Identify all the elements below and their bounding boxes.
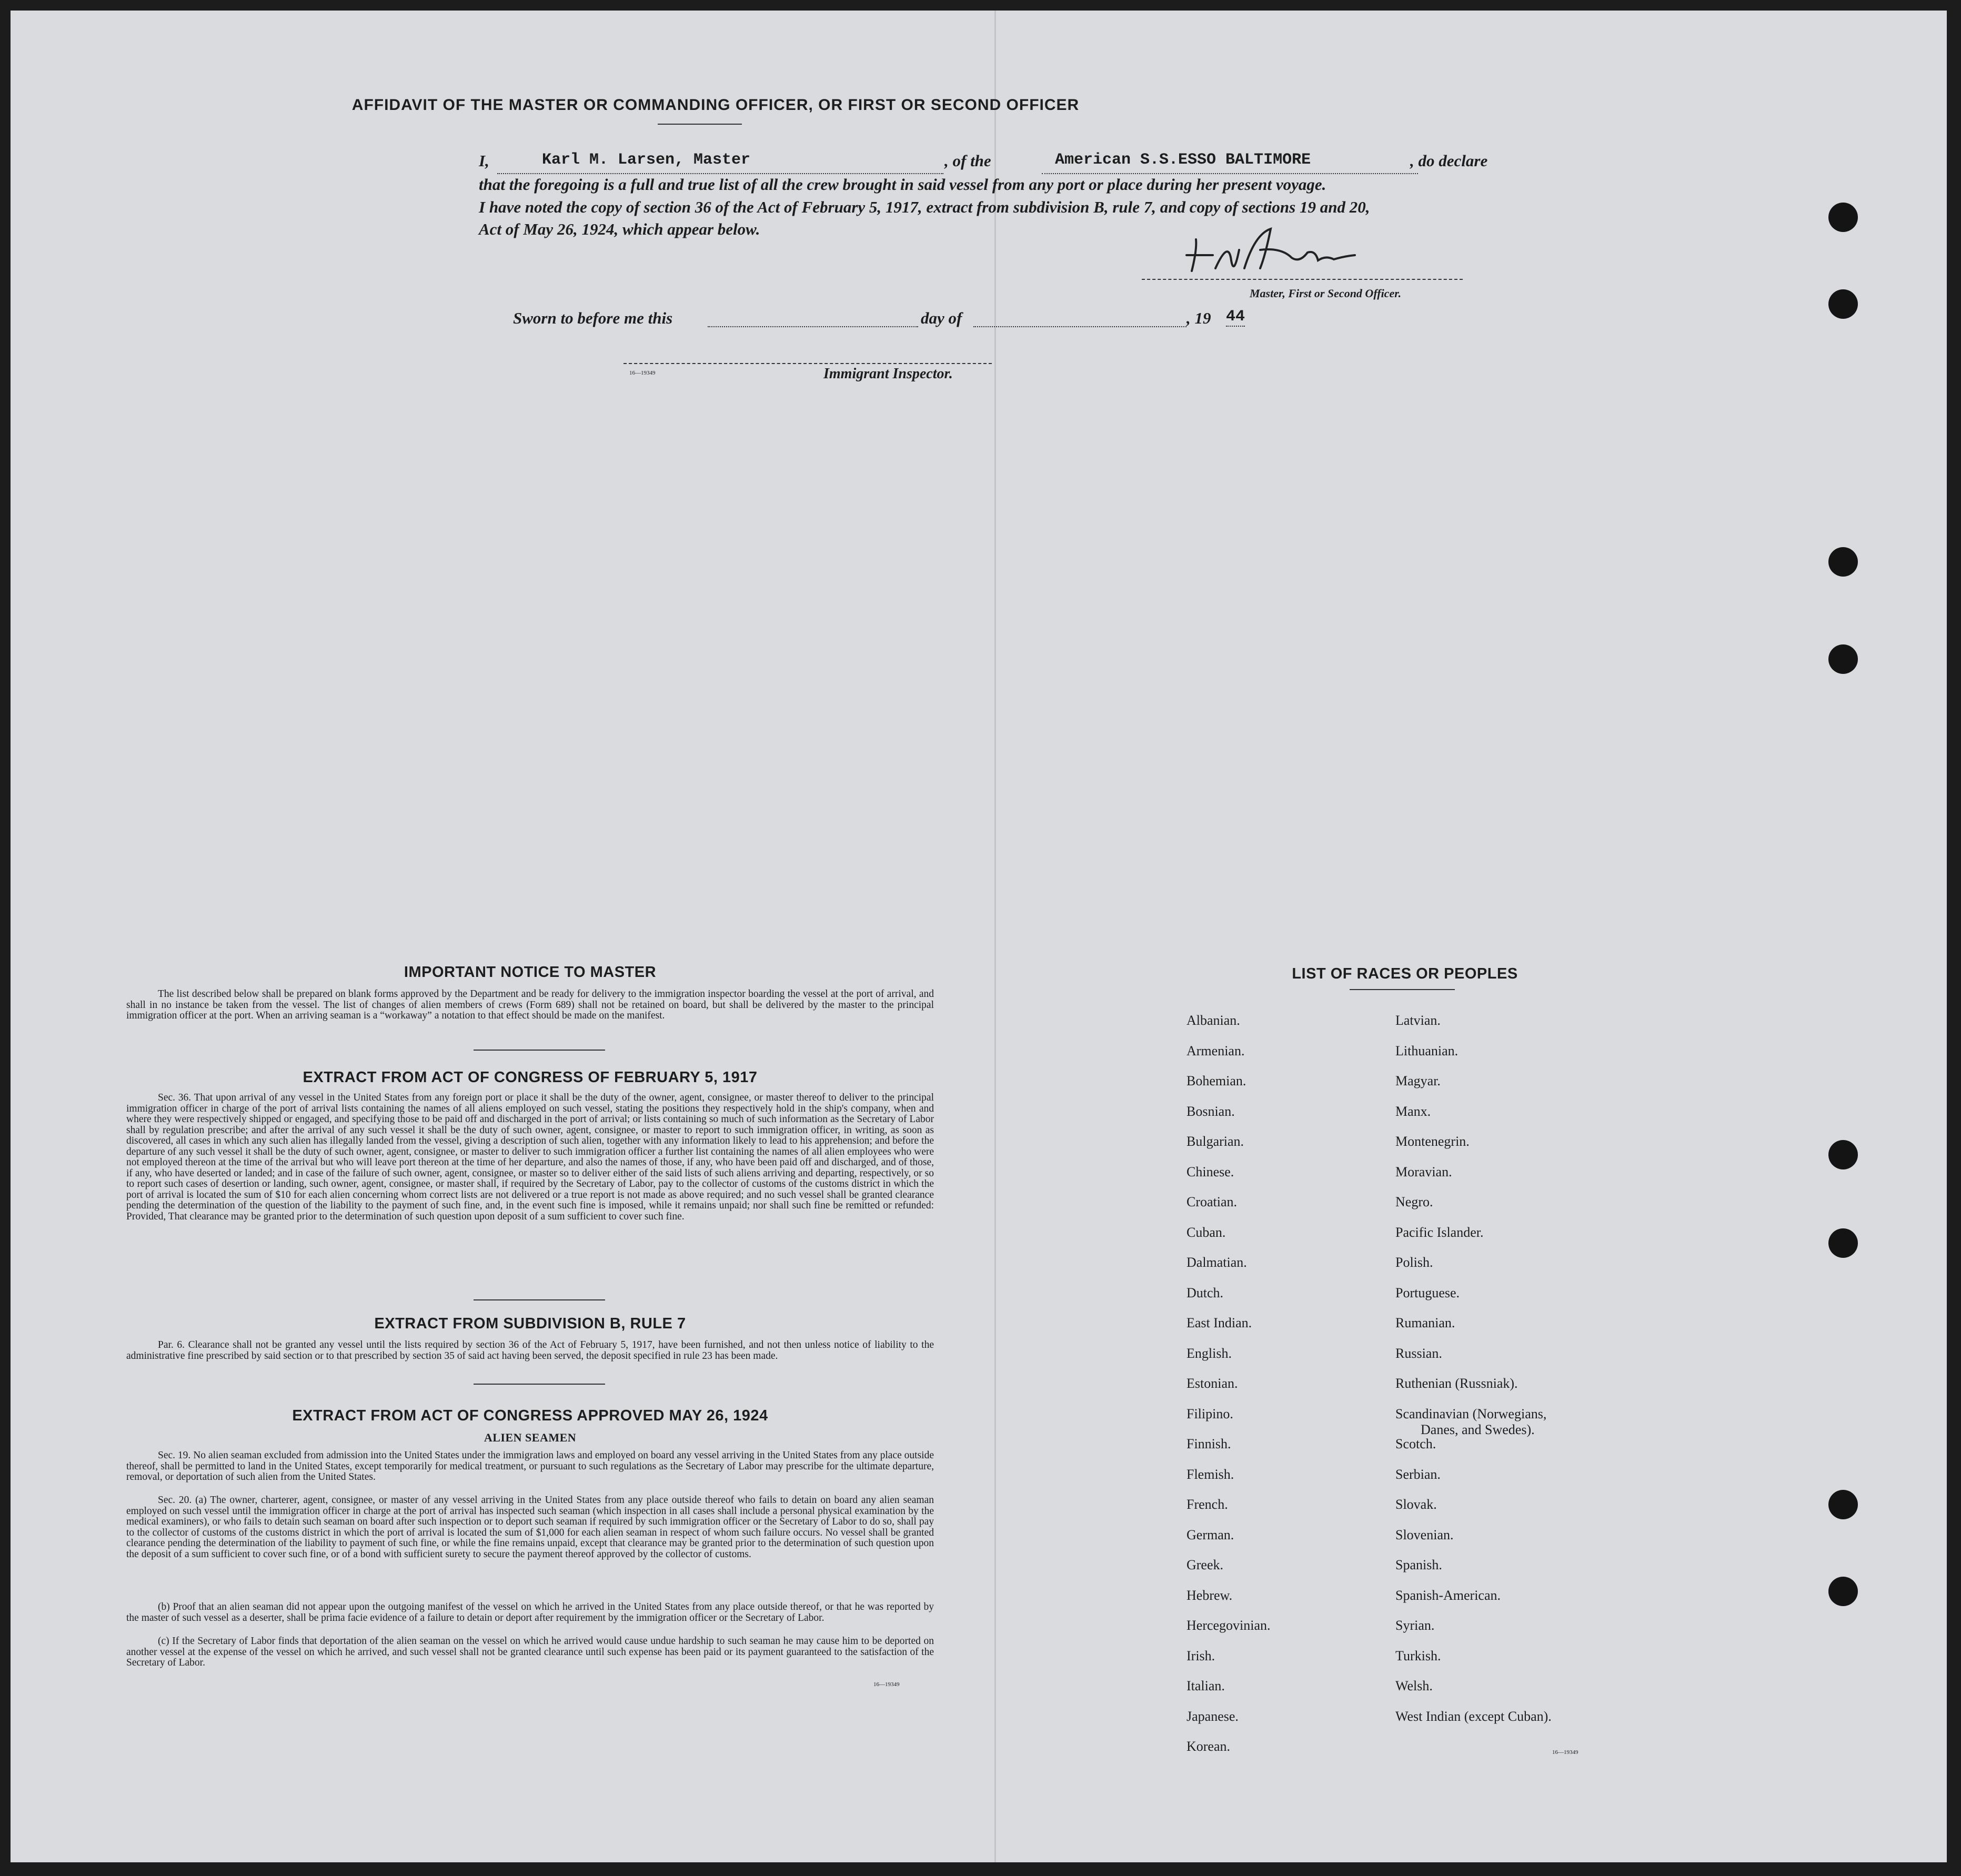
extract-1924-sec20b: (b) Proof that an alien seaman did not appear upon the outgoing manifest of the vessel on which he arrived in the United States from any place outside thereof, or that he was reported by the master of such vessel as a deserter, shall be prima facie evidence of a failure to detain or deport after requirement by the immigration officer or the Secretary of Labor.	[126, 1601, 934, 1623]
notice-title: IMPORTANT NOTICE TO MASTER	[404, 964, 657, 981]
document-sheet	[11, 11, 1947, 1862]
race-item: Syrian.	[1395, 1618, 1435, 1633]
extract-1917-title: EXTRACT FROM ACT OF CONGRESS OF FEBRUARY 5, 1917	[303, 1069, 758, 1086]
race-item: Lithuanian.	[1395, 1043, 1459, 1058]
race-item: German.	[1186, 1527, 1234, 1542]
race-item: Estonian.	[1186, 1376, 1238, 1391]
race-item: Japanese.	[1186, 1708, 1239, 1724]
section-rule	[474, 1299, 605, 1300]
sworn-prefix: Sworn to before me this	[513, 309, 673, 327]
race-item: Armenian.	[1186, 1043, 1245, 1058]
extract-form-code: 16—19349	[873, 1681, 900, 1688]
race-item: Scandinavian (Norwegians,	[1395, 1406, 1547, 1421]
race-item: Dutch.	[1186, 1285, 1224, 1300]
race-item: Portuguese.	[1395, 1285, 1460, 1300]
section-rule	[474, 1050, 605, 1051]
extract-1924-subtitle: ALIEN SEAMEN	[484, 1431, 577, 1444]
race-item: Latvian.	[1395, 1013, 1441, 1028]
extract-rule7-title: EXTRACT FROM SUBDIVISION B, RULE 7	[374, 1315, 686, 1332]
affidavit-line1-mid: , of the	[944, 152, 991, 170]
race-item: Welsh.	[1395, 1678, 1433, 1693]
race-item: Irish.	[1186, 1648, 1215, 1663]
binder-hole	[1828, 1577, 1858, 1606]
race-item: West Indian (except Cuban).	[1395, 1708, 1552, 1724]
binder-hole	[1828, 203, 1858, 232]
race-item: Serbian.	[1395, 1466, 1441, 1482]
affidavit-line1-prefix: I,	[479, 152, 489, 170]
race-item: Bulgarian.	[1186, 1134, 1244, 1149]
signature-line	[1142, 268, 1463, 280]
race-item: Spanish.	[1395, 1557, 1442, 1572]
race-item: Finnish.	[1186, 1436, 1231, 1451]
race-item: Flemish.	[1186, 1466, 1234, 1482]
inspector-label: Immigrant Inspector.	[823, 366, 953, 382]
binder-hole	[1828, 1228, 1858, 1258]
extract-rule7-body: Par. 6. Clearance shall not be granted any vessel until the lists required by section 36 of the Act of February 5, 1917, have been furnished, and not then unless notice of liability to the administrative fine prescribed by said section or to that prescribed by section 35 of said act having been served, the deposit specified in rule 23 has been made.	[126, 1339, 934, 1361]
races-form-code: 16—19349	[1552, 1749, 1578, 1756]
sworn-month-field	[973, 311, 1186, 327]
inspector-signature-line	[624, 352, 992, 364]
race-item: Slovenian.	[1395, 1527, 1454, 1542]
binder-hole	[1828, 1140, 1858, 1169]
binder-hole	[1828, 1490, 1858, 1519]
race-item: Filipino.	[1186, 1406, 1233, 1421]
race-item: Bohemian.	[1186, 1073, 1246, 1088]
binder-hole	[1828, 547, 1858, 577]
race-item: Slovak.	[1395, 1497, 1437, 1512]
race-item: Russian.	[1395, 1345, 1442, 1361]
sworn-day-field	[708, 311, 918, 327]
sworn-year-prefix: , 19	[1186, 309, 1211, 327]
race-item: Danes, and Swedes).	[1421, 1421, 1535, 1437]
race-item: Hercegovinian.	[1186, 1618, 1271, 1633]
affidavit-line2: that the foregoing is a full and true list of all the crew brought in said vessel from any port or place during her present voyage.	[479, 175, 1326, 194]
inspector-form-code: 16—19349	[629, 370, 656, 376]
race-item: English.	[1186, 1345, 1232, 1361]
race-item: Hebrew.	[1186, 1587, 1233, 1603]
race-item: Korean.	[1186, 1739, 1231, 1754]
binder-hole	[1828, 644, 1858, 674]
affidavit-title: AFFIDAVIT OF THE MASTER OR COMMANDING OFFICER, OR FIRST OR SECOND OFFICER	[351, 96, 1080, 114]
race-item: Montenegrin.	[1395, 1134, 1470, 1149]
sworn-year: 44	[1226, 308, 1245, 326]
extract-1924-sec20a: Sec. 20. (a) The owner, charterer, agent, consignee, or master of any vessel arriving in the United States from any place outside thereof who fails to detain on board any alien seaman employed on such vessel until the immigration officer in charge at the port of arrival has inspected such seaman (which inspection in all cases shall include a personal physical examination by the medical examiners), or who fails to detain such seaman on board after such inspection or to deport such seaman if required by such immigration officer or the Secretary of Labor to do so, shall pay to the collector of customs of the customs district in which the port of arrival is located the sum of $1,000 for each alien seaman in respect of whom such failure occurs. No vessel shall be granted clearance pending the determination of the liability to payment of such fine, or while the fine remains unpaid, except that clearance may be granted prior to the determination of such question upon the deposit of a sum sufficient to cover such fine, or of a bond with sufficient surety to secure the payment thereof approved by the collector of customs.	[126, 1495, 934, 1560]
affidavit-line3: I have noted the copy of section 36 of the Act of February 5, 1917, extract from subdivision B, rule 7, and copy of sections 19 and 20,	[479, 198, 1370, 216]
race-item: Albanian.	[1186, 1013, 1240, 1028]
notice-body: The list described below shall be prepared on blank forms approved by the Department and be ready for delivery to the immigration inspector boarding the vessel at the port of arrival, and shall in no instance be taken from the vessel. The list of changes of alien members of crews (Form 689) shall not be retained on board, but shall be delivered by the master to the principal immigration officer at the port. When an arriving seaman is a “workaway” a notation to that effect should be made on the manifest.	[126, 989, 934, 1021]
affidavit-line4: Act of May 26, 1924, which appear below.	[479, 220, 760, 238]
race-item: Magyar.	[1395, 1073, 1441, 1088]
race-item: Polish.	[1395, 1255, 1433, 1270]
races-title: LIST OF RACES OR PEOPLES	[1292, 965, 1518, 982]
race-item: Bosnian.	[1186, 1103, 1235, 1119]
vessel-name: American S.S.ESSO BALTIMORE	[1055, 151, 1311, 169]
race-item: French.	[1186, 1497, 1228, 1512]
title-rule	[658, 124, 742, 125]
binder-hole	[1828, 289, 1858, 319]
master-name: Karl M. Larsen, Master	[542, 151, 751, 169]
affidavit-line1-suffix: , do declare	[1410, 152, 1488, 170]
extract-1924-sec20c: (c) If the Secretary of Labor finds that deportation of the alien seaman on the vessel on which he arrived would cause undue hardship to such seaman he may cause him to be deported on another vessel at the expense of the vessel on which he arrived, and such vessel shall not be granted clearance until such expense has been paid or its payment guaranteed to the satisfaction of the Secretary of Labor.	[126, 1636, 934, 1668]
race-item: Croatian.	[1186, 1194, 1238, 1209]
race-item: Ruthenian (Russniak).	[1395, 1376, 1518, 1391]
races-rule	[1350, 989, 1455, 990]
race-item: Manx.	[1395, 1103, 1431, 1119]
race-item: Scotch.	[1395, 1436, 1436, 1451]
race-item: Negro.	[1395, 1194, 1433, 1209]
extract-1924-title: EXTRACT FROM ACT OF CONGRESS APPROVED MAY 26, 1924	[292, 1407, 768, 1424]
race-item: Dalmatian.	[1186, 1255, 1247, 1270]
page-fold	[994, 11, 996, 1862]
race-item: Turkish.	[1395, 1648, 1441, 1663]
race-item: Cuban.	[1186, 1224, 1226, 1240]
race-item: Moravian.	[1395, 1164, 1452, 1179]
sworn-day-of: day of	[921, 309, 962, 327]
section-rule	[474, 1384, 605, 1385]
signature-title: Master, First or Second Officer.	[1250, 287, 1402, 300]
race-item: East Indian.	[1186, 1315, 1252, 1330]
race-item: Pacific Islander.	[1395, 1224, 1484, 1240]
race-item: Italian.	[1186, 1678, 1225, 1693]
extract-1924-sec19: Sec. 19. No alien seaman excluded from admission into the United States under the immigration laws and employed on board any vessel arriving in the United States from any place outside thereof, shall be permitted to land in the United States, except temporarily for medical treatment, or pursuant to such regulations as the Secretary of Labor may prescribe for the ultimate departure, removal, or deportation of such alien from the United States.	[126, 1450, 934, 1482]
extract-1917-body: Sec. 36. That upon arrival of any vessel in the United States from any foreign port or place it shall be the duty of the owner, agent, consignee, or master thereof to deliver to the principal immigration officer in charge of the port of arrival lists containing the names of all aliens employed on such vessel, stating the positions they respectively hold in the ship's company, when and where they were respectively shipped or engaged, and specifying those to be paid off and discharged in the port of arrival; or lists containing so much of such information as the Secretary of Labor shall by regulation prescribe; and after the arrival of any such vessel it shall be the duty of such owner, agent, consignee, or master to report to such immigration officer, in writing, as soon as discovered, all cases in which any such alien has illegally landed from the vessel, giving a description of such alien, together with any information likely to lead to his apprehension; and before the departure of any such vessel it shall be the duty of such owner, agent, consignee, or master to deliver to such immigration officer a further list containing the names of all alien employees who were not employed thereon at the time of the arrival but who will leave port thereon at the time of her departure, and also the names of those, if any, who have been paid off and discharged, and of those, if any, who have deserted or landed; and in case of the failure of such owner, agent, consignee, or master so to deliver either of the said lists of such aliens arriving and departing, respectively, or so to report such cases of desertion or landing, such owner, agent, consignee, or master shall, if required by the Secretary of Labor, pay to the collector of customs of the customs district in which the port of arrival is located the sum of $10 for each alien concerning whom correct lists are not delivered or a true report is not made as above required; and no such vessel shall be granted clearance pending the determination of the question of the liability to the payment of such fine, and, in the event such fine is imposed, while it remains unpaid; nor shall such fine be remitted or refunded: Provided, That clearance may be granted prior to the determination of such question upon deposit of a sum sufficient to cover such fine.	[126, 1092, 934, 1222]
race-item: Chinese.	[1186, 1164, 1234, 1179]
race-item: Rumanian.	[1395, 1315, 1455, 1330]
race-item: Greek.	[1186, 1557, 1224, 1572]
race-item: Spanish-American.	[1395, 1587, 1501, 1603]
